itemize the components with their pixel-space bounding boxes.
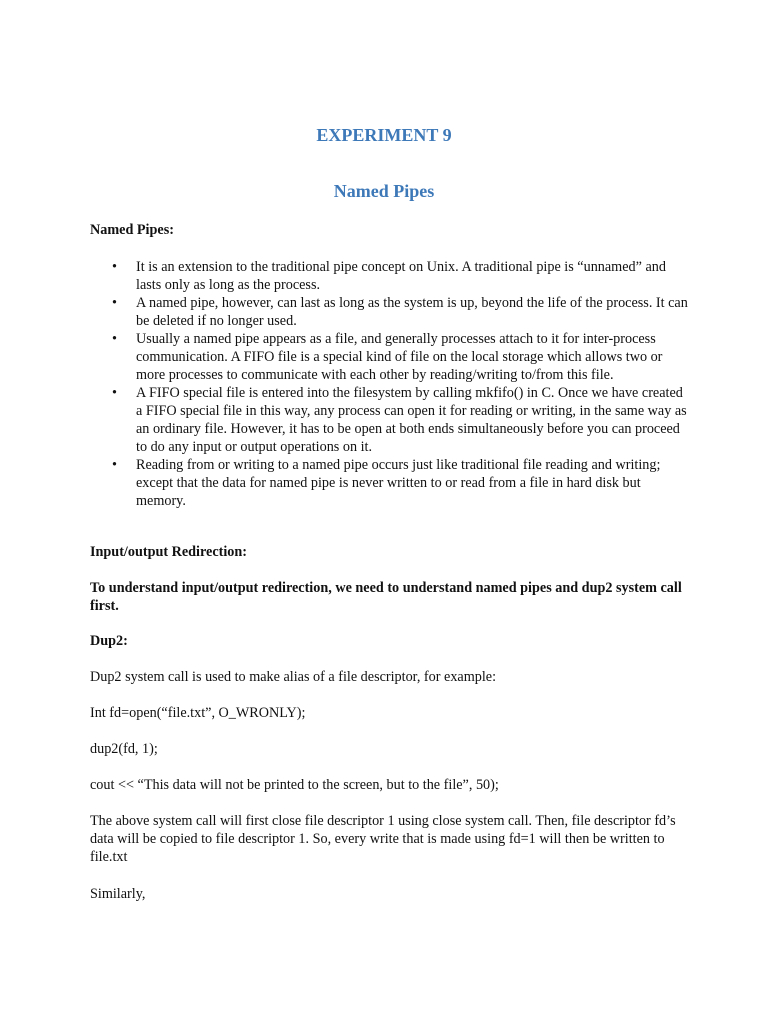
document-title: EXPERIMENT 9 (316, 125, 452, 145)
bullet-item (90, 384, 690, 456)
bullet-item (90, 294, 690, 330)
code-line-cout: cout << “This data will not be printed to the screen, but to the file”, 50); (90, 777, 499, 793)
section-heading-named-pipes: Named Pipes: (90, 222, 174, 238)
code-line-open: Int fd=open(“file.txt”, O_WRONLY); (90, 705, 306, 721)
similarly-text: Similarly, (90, 886, 146, 902)
bullet-marker: • (112, 331, 117, 347)
section-heading-dup2: Dup2: (90, 633, 128, 649)
bullet-text: A named pipe, however, can last as long as the system is up, beyond the life of the process. It can be deleted if no longer used. (136, 295, 688, 329)
bullet-text: A FIFO special file is entered into the filesystem by calling mkfifo() in C. Once we have created a FIFO special file in this way, any process can open it for reading or writing, in the same way as an ordinary file. However, it has to be open at both ends simultaneously before you can proceed to do any input or output operations on it. (136, 385, 687, 455)
bullet-text: Reading from or writing to a named pipe occurs just like traditional file reading and writing; except that the data for named pipe is never written to or read from a file in hard disk but memory. (136, 457, 661, 509)
bullet-item (90, 258, 690, 294)
bullet-marker: • (112, 295, 117, 311)
dup2-description: Dup2 system call is used to make alias of a file descriptor, for example: (90, 669, 497, 685)
bullet-text: Usually a named pipe appears as a file, and generally processes attach to it for inter-process communication. A FIFO file is a special kind of file on the local storage which allows two or more processes to communicate with each other by reading/writing to/from this file. (136, 331, 663, 383)
document-subtitle: Named Pipes (333, 181, 435, 201)
dup2-explanation: The above system call will first close file descriptor 1 using close system call. Then, file descriptor fd’s data will be copied to file descriptor 1. So, every write that is made using fd=1 will then be written to file.txt (90, 813, 676, 865)
bullet-marker: • (112, 259, 117, 275)
section-heading-redirection: Input/output Redirection: (90, 544, 248, 560)
bullet-item (90, 456, 690, 510)
bullet-text: It is an extension to the traditional pipe concept on Unix. A traditional pipe is “unnamed” and lasts only as long as the process. (136, 259, 666, 293)
bullet-item (90, 330, 690, 384)
bullet-marker: • (112, 385, 117, 401)
code-line-dup2: dup2(fd, 1); (90, 741, 158, 757)
redirection-intro: To understand input/output redirection, we need to understand named pipes and dup2 system call first. (90, 580, 682, 614)
bullet-marker: • (112, 457, 117, 473)
named-pipes-bullet-list (90, 258, 690, 510)
